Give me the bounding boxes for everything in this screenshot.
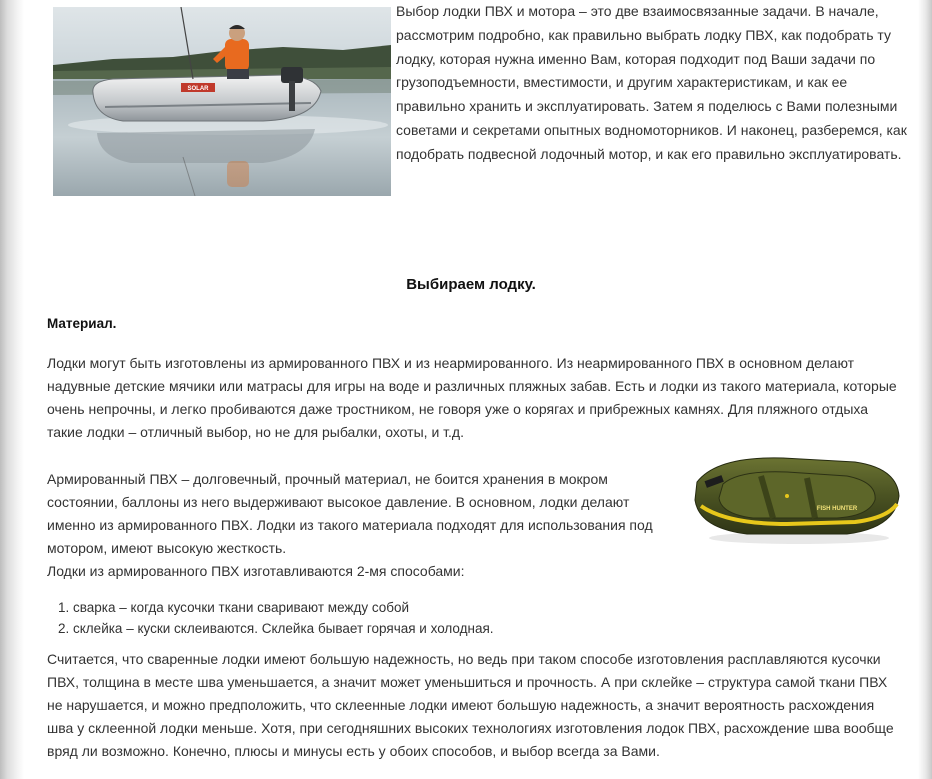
welded-vs-glued-paragraph: Считается, что сваренные лодки имеют большую надежность, но ведь при таком способе изготовления расплавляются кусочки ПВХ, толщина в месте шва уменьшается, а значит может уменьшиться и прочность. А при склейке – структура самой ткани ПВХ не нарушается, и можно предположить, что склеенные лодки имеют большую надежность, а значит вероятность расхождения шва у склеенной лодки меньше. Хотя, при сегодняшних высоких технологиях изготовления лодок ПВХ, расхождение шва вообще вряд ли возможно. Конечно, плюсы и минусы есть у обоих способов, и выбор всегда за Вами. xyxy=(47,651,894,759)
material-subheading: Материал. xyxy=(47,316,117,331)
boat-photo xyxy=(53,7,391,196)
manufacturing-methods-list xyxy=(47,597,494,639)
dinghy-photo xyxy=(687,448,907,546)
boat-brand-label: SOLAR xyxy=(187,86,209,92)
list-item-number: 1. xyxy=(58,600,70,615)
reinforced-pvc-paragraph xyxy=(47,468,672,583)
list-item-text: склейка – куски склеиваются. Склейка бывает горячая и холодная. xyxy=(73,621,494,636)
non-reinforced-pvc-paragraph: Лодки могут быть изготовлены из армированного ПВХ и из неармированного. Из неармированного ПВХ в основном делают надувные детские мячики или матрасы для игры на воде и различных пляжных забав. Есть и лодки из такого материала, которые очень непрочны, и легко пробиваются даже тростником, не говоря уже о корягах и прибрежных камнях. Для пляжного отдыха такие лодки – отличный выбор, но не для рыбалки, охоты, и т.д. xyxy=(47,355,897,440)
list-item-number: 2. xyxy=(58,621,70,636)
reinforced-pvc-text: Армированный ПВХ – долговечный, прочный материал, не боится хранения в мокром состоянии, баллоны из него выдерживают высокое давление. В основном, лодки делают именно из армированного ПВХ. Лодки из такого материала подходят для использования под мотором, имеют высокую жесткость. xyxy=(47,471,653,556)
list-item xyxy=(47,618,494,639)
right-page-shadow xyxy=(918,0,932,779)
manufacturing-methods-intro: Лодки из армированного ПВХ изготавливаются 2-мя способами: xyxy=(47,563,465,579)
list-item-text: сварка – когда кусочки ткани сваривают между собой xyxy=(73,600,410,615)
article-page xyxy=(24,0,918,779)
dinghy-brand-label: FISH HUNTER xyxy=(816,506,858,512)
list-item xyxy=(47,597,494,618)
intro-paragraph: Выбор лодки ПВХ и мотора – это две взаимосвязанные задачи. В начале, рассмотрим подробно, как правильно выбрать лодку ПВХ, как подобрать ту лодку, которая нужна именно Вам, которая подходит под Ваши задачи по грузоподъемности, вместимости, и другим характеристикам, и как ее правильно хранить и эксплуатировать. Затем я поделюсь с Вами полезными советами и секретами опытных водномоторников. И наконец, разберемся, как подобрать подвесной лодочный мотор, и как его правильно эксплуатировать. xyxy=(396,3,907,162)
section-heading: Выбираем лодку. xyxy=(406,276,536,293)
left-page-shadow xyxy=(0,0,24,779)
